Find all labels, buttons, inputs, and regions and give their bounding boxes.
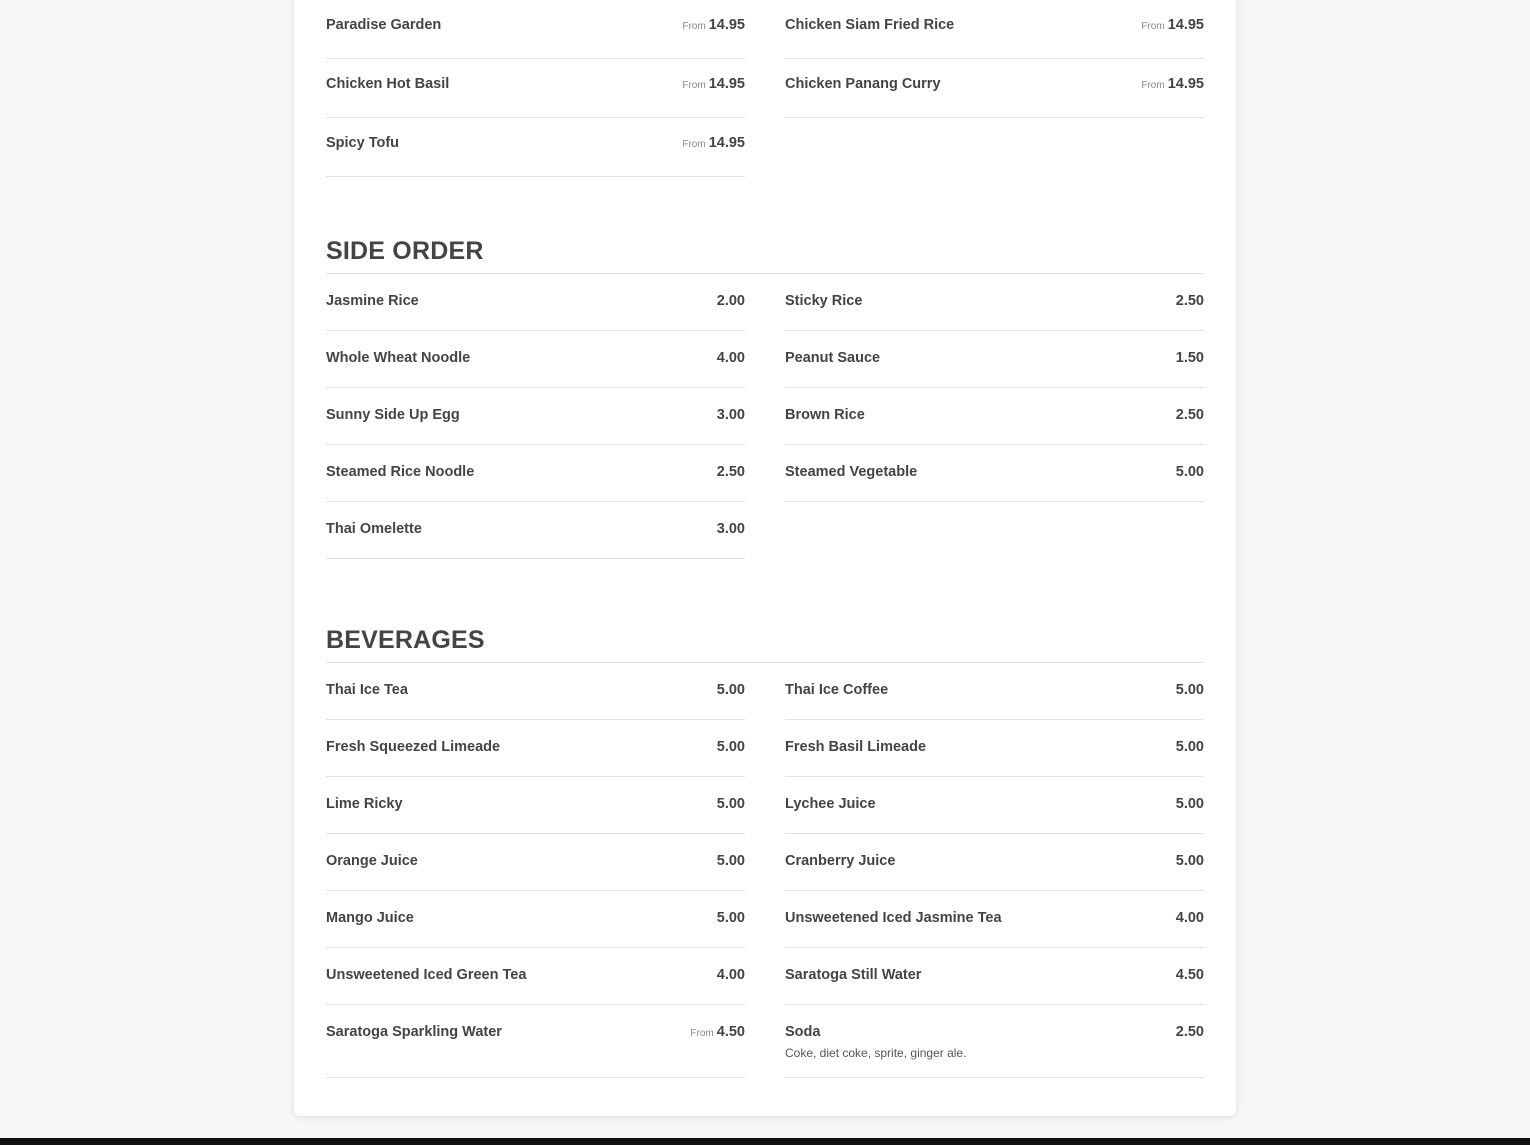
- menu-item-name: Thai Ice Tea: [326, 682, 408, 698]
- price-value: 14.95: [708, 17, 745, 33]
- section-title: SIDE ORDER: [326, 229, 1204, 274]
- menu-item-name: Orange Juice: [326, 853, 418, 869]
- menu-item-price: 5.00: [1175, 739, 1204, 755]
- menu-item-price: 3.00: [716, 521, 745, 537]
- menu-item[interactable]: [785, 1005, 1204, 1078]
- menu-item[interactable]: [785, 0, 1204, 59]
- menu-item-price: 5.00: [1175, 796, 1204, 812]
- price-prefix: From: [682, 139, 706, 150]
- menu-item-name: Chicken Siam Fried Rice: [785, 17, 955, 33]
- menu-item[interactable]: [785, 445, 1204, 502]
- menu-item-price: [682, 76, 745, 92]
- price-value: 14.95: [1167, 17, 1204, 33]
- menu-item-price: [682, 17, 745, 33]
- menu-item[interactable]: [326, 331, 745, 388]
- menu-item-price: [1141, 17, 1204, 33]
- price-value: 14.95: [708, 76, 745, 92]
- menu-item-name: Whole Wheat Noodle: [326, 350, 471, 366]
- menu-item[interactable]: [326, 720, 745, 777]
- menu-item-name: Saratoga Sparkling Water: [326, 1024, 502, 1040]
- menu-item-price: 4.00: [716, 350, 745, 366]
- price-prefix: From: [1141, 80, 1165, 91]
- footer-bar: [0, 1138, 1530, 1145]
- menu-item[interactable]: [326, 663, 745, 720]
- menu-item-price: [1141, 76, 1204, 92]
- menu-item[interactable]: [326, 948, 745, 1005]
- menu-item[interactable]: [326, 445, 745, 502]
- menu-section-previous: [326, 0, 1204, 177]
- menu-item[interactable]: [785, 274, 1204, 331]
- menu-item[interactable]: [326, 274, 745, 331]
- menu-column-left: [326, 0, 745, 177]
- menu-item[interactable]: [785, 388, 1204, 445]
- menu-item[interactable]: [326, 777, 745, 834]
- menu-item[interactable]: [326, 834, 745, 891]
- section-title: BEVERAGES: [326, 618, 1204, 663]
- menu-item-price: [682, 135, 745, 151]
- menu-item-price: 5.00: [716, 739, 745, 755]
- menu-item-price: 5.00: [716, 682, 745, 698]
- menu-item[interactable]: [785, 720, 1204, 777]
- price-prefix: From: [682, 21, 706, 32]
- menu-item-name: Unsweetened Iced Jasmine Tea: [785, 910, 1002, 926]
- menu-item-name: Soda: [785, 1024, 821, 1040]
- price-prefix: From: [690, 1028, 714, 1039]
- menu-item[interactable]: [785, 891, 1204, 948]
- menu-item-name: Sticky Rice: [785, 293, 863, 309]
- menu-item-price: 2.50: [1175, 1024, 1204, 1040]
- menu-item[interactable]: [785, 777, 1204, 834]
- menu-section-beverages: [326, 618, 1204, 1078]
- menu-item-name: Lychee Juice: [785, 796, 876, 812]
- menu-item[interactable]: [785, 331, 1204, 388]
- menu-item-price: [690, 1024, 745, 1040]
- menu-item-name: Mango Juice: [326, 910, 414, 926]
- menu-item-name: Peanut Sauce: [785, 350, 881, 366]
- menu-item-price: 5.00: [716, 910, 745, 926]
- menu-item[interactable]: [785, 948, 1204, 1005]
- price-prefix: From: [1141, 21, 1165, 32]
- price-value: 14.95: [708, 135, 745, 151]
- menu-item-price: 1.50: [1175, 350, 1204, 366]
- menu-item[interactable]: [326, 59, 745, 118]
- menu-item-name: Lime Ricky: [326, 796, 403, 812]
- menu-item-price: 5.00: [1175, 853, 1204, 869]
- menu-column-right: [785, 663, 1204, 1078]
- menu-item-price: 4.00: [716, 967, 745, 983]
- menu-item-name: Steamed Rice Noodle: [326, 464, 475, 480]
- menu-column-left: [326, 663, 745, 1078]
- menu-item-name: Unsweetened Iced Green Tea: [326, 967, 527, 983]
- menu-item-name: Cranberry Juice: [785, 853, 896, 869]
- menu-item-name: Steamed Vegetable: [785, 464, 918, 480]
- menu-item[interactable]: [326, 118, 745, 177]
- menu-item-name: Brown Rice: [785, 407, 865, 423]
- menu-item-price: 5.00: [1175, 682, 1204, 698]
- menu-item[interactable]: [326, 0, 745, 59]
- menu-item[interactable]: [326, 388, 745, 445]
- menu-item[interactable]: [326, 891, 745, 948]
- menu-item-price: 5.00: [716, 796, 745, 812]
- menu-item-name: Chicken Panang Curry: [785, 76, 941, 92]
- menu-item-name: Chicken Hot Basil: [326, 76, 450, 92]
- menu-item-name: Fresh Basil Limeade: [785, 739, 927, 755]
- menu-item-name: Sunny Side Up Egg: [326, 407, 460, 423]
- menu-item[interactable]: [326, 1005, 745, 1078]
- menu-column-right: [785, 274, 1204, 559]
- menu-item-price: 5.00: [716, 853, 745, 869]
- menu-item-price: 2.50: [1175, 407, 1204, 423]
- menu-item-name: Thai Ice Coffee: [785, 682, 889, 698]
- menu-item-price: 4.00: [1175, 910, 1204, 926]
- menu-item-price: 3.00: [716, 407, 745, 423]
- menu-column-left: [326, 274, 745, 559]
- menu-item-price: 2.50: [1175, 293, 1204, 309]
- price-prefix: From: [682, 80, 706, 91]
- menu-item[interactable]: [785, 663, 1204, 720]
- menu-item-price: 5.00: [1175, 464, 1204, 480]
- menu-column-right: [785, 0, 1204, 177]
- menu-item-price: 2.00: [716, 293, 745, 309]
- menu-item-price: 2.50: [716, 464, 745, 480]
- menu-item[interactable]: [785, 59, 1204, 118]
- price-value: 14.95: [1167, 76, 1204, 92]
- menu-item-price: 4.50: [1175, 967, 1204, 983]
- menu-item-name: Saratoga Still Water: [785, 967, 922, 983]
- menu-card: [294, 0, 1236, 1116]
- menu-item-name: Thai Omelette: [326, 521, 422, 537]
- menu-item-name: Fresh Squeezed Limeade: [326, 739, 501, 755]
- menu-item-name: Spicy Tofu: [326, 135, 400, 151]
- menu-item[interactable]: [326, 502, 745, 559]
- menu-item[interactable]: [785, 834, 1204, 891]
- menu-section-side-order: [326, 229, 1204, 559]
- menu-item-description: Coke, diet coke, sprite, ginger ale.: [785, 1046, 967, 1060]
- menu-item-name: Jasmine Rice: [326, 293, 419, 309]
- menu-item-name: Paradise Garden: [326, 17, 442, 33]
- price-value: 4.50: [716, 1024, 745, 1040]
